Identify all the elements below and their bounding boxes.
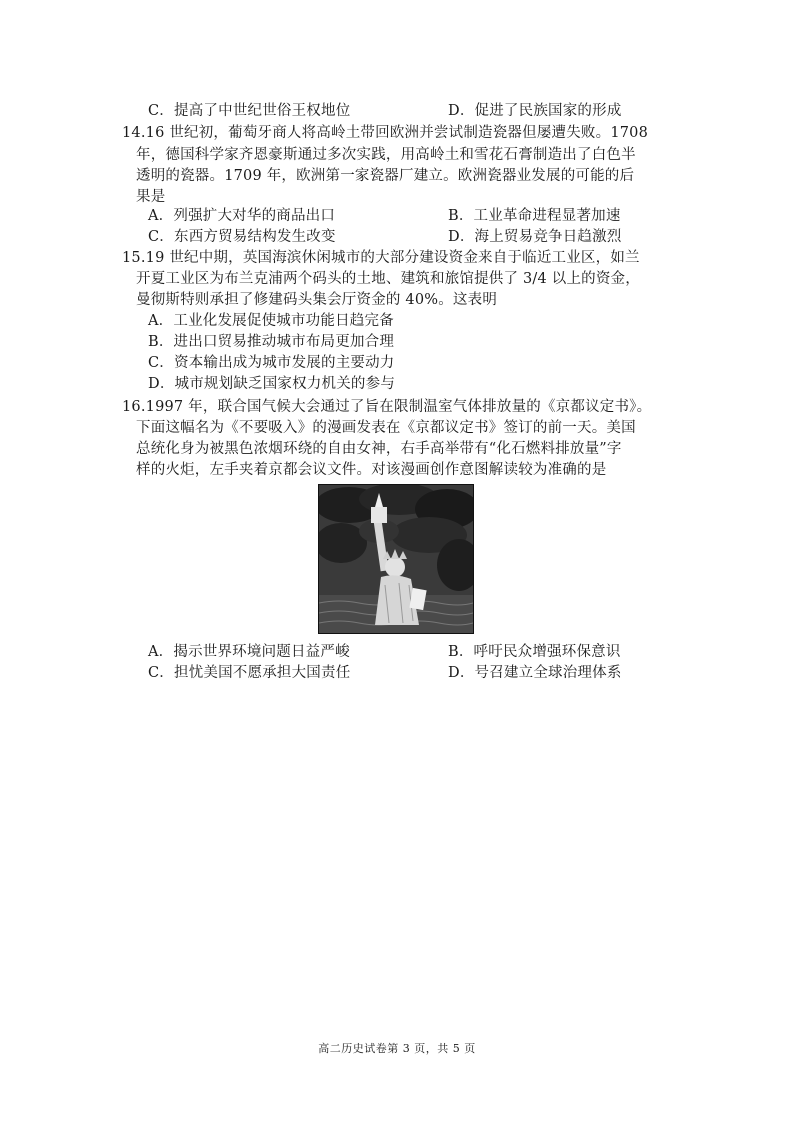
q16-stem-line-4: 样的火炬，左手夹着京都会议文件。对该漫画创作意图解读较为准确的是 [136, 462, 607, 478]
q16-option-d[interactable]: D．号召建立全球治理体系 [448, 665, 622, 681]
q14-option-b[interactable]: B．工业革命进程显著加速 [448, 208, 621, 224]
q15-option-a[interactable]: A．工业化发展促使城市功能日趋完备 [148, 313, 394, 329]
q16-stem-line-3: 总统化身为被黑色浓烟环绕的自由女神，右手高举带有“化石燃料排放量”字 [136, 441, 622, 457]
cartoon-illustration [319, 485, 473, 633]
q16-option-b[interactable]: B．呼吁民众增强环保意识 [448, 644, 621, 660]
q15-option-c[interactable]: C．资本输出成为城市发展的主要动力 [148, 355, 395, 371]
q14-option-c[interactable]: C．东西方贸易结构发生改变 [148, 229, 336, 245]
q14-stem-line-2: 年，德国科学家齐恩豪斯通过多次实践，用高岭土和雪花石膏制造出了白色半 [136, 147, 636, 163]
q15-option-d[interactable]: D．城市规划缺乏国家权力机关的参与 [148, 376, 396, 392]
cartoon-image [318, 484, 474, 634]
q14-stem-line-1: 14.16 世纪初，葡萄牙商人将高岭土带回欧洲并尝试制造瓷器但屡遭失败。1708 [122, 125, 649, 141]
q14-stem-line-3: 透明的瓷器。1709 年，欧洲第一家瓷器厂建立。欧洲瓷器业发展的可能的后 [136, 168, 635, 184]
q14-option-a[interactable]: A．列强扩大对华的商品出口 [148, 208, 336, 224]
q15-stem-line-2: 开夏工业区为布兰克浦两个码头的土地、建筑和旅馆提供了 3/4 以上的资金， [136, 271, 640, 287]
q16-option-a[interactable]: A．揭示世界环境问题日益严峻 [148, 644, 350, 660]
q14-option-d[interactable]: D．海上贸易竞争日趋激烈 [448, 229, 622, 245]
page-footer: 高二历史试卷第 3 页，共 5 页 [318, 1042, 476, 1055]
q13-option-c[interactable]: C．提高了中世纪世俗王权地位 [148, 103, 351, 119]
q15-stem-line-1: 15.19 世纪中期，英国海滨休闲城市的大部分建设资金来自于临近工业区，如兰 [122, 250, 640, 266]
q14-stem-line-4: 果是 [136, 189, 166, 205]
q15-option-b[interactable]: B．进出口贸易推动城市布局更加合理 [148, 334, 395, 350]
q13-option-d[interactable]: D．促进了民族国家的形成 [448, 103, 622, 119]
q16-stem-line-2: 下面这幅名为《不要吸入》的漫画发表在《京都议定书》签订的前一天。美国 [136, 420, 636, 436]
q15-stem-line-3: 曼彻斯特则承担了修建码头集会厅资金的 40%。这表明 [136, 292, 498, 308]
q16-stem-line-1: 16.1997 年，联合国气候大会通过了旨在限制温室气体排放量的《京都议定书》。 [122, 399, 652, 415]
q16-option-c[interactable]: C．担忧美国不愿承担大国责任 [148, 665, 351, 681]
